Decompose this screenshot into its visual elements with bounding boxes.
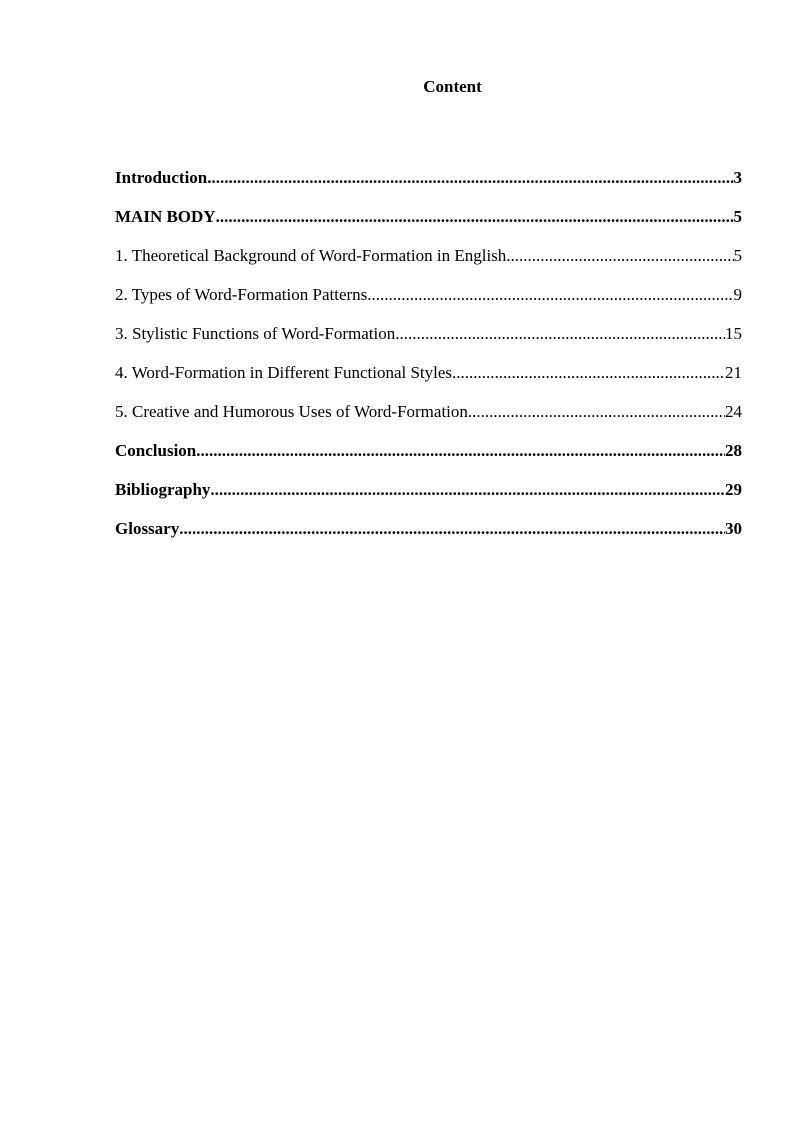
toc-dot-leader [210, 479, 725, 501]
toc-entry-section-2[interactable] [115, 284, 742, 323]
toc-entry-label: Glossary [115, 519, 180, 538]
toc-page-number: 5 [733, 246, 742, 265]
toc-dot-leader [468, 401, 725, 423]
toc-entry-label: Conclusion [115, 441, 197, 460]
toc-entry-label: 3. Stylistic Functions of Word-Formation [115, 324, 396, 343]
toc-dot-leader [506, 245, 733, 267]
toc-page-number: 3 [733, 168, 742, 187]
toc-entry-label: MAIN BODY [115, 207, 216, 226]
toc-entry-bibliography[interactable] [115, 479, 742, 518]
toc-page-number: 15 [725, 324, 742, 343]
toc-dot-leader [207, 167, 733, 189]
toc-page-number: 5 [733, 207, 742, 226]
toc-page-number: 24 [725, 402, 742, 421]
toc-page-number: 21 [725, 363, 742, 382]
toc-dot-leader [367, 284, 733, 306]
toc-entry-label: 5. Creative and Humorous Uses of Word-Formation [115, 402, 468, 421]
toc-entry-label: Introduction [115, 168, 208, 187]
toc-entry-label: Bibliography [115, 480, 211, 499]
toc-entry-label: 1. Theoretical Background of Word-Formation in English [115, 246, 507, 265]
toc-dot-leader [216, 206, 734, 228]
toc-page-number: 28 [725, 441, 742, 460]
toc-page-number: 29 [725, 480, 742, 499]
toc-entry-label: 2. Types of Word-Formation Patterns [115, 285, 368, 304]
toc-entry-glossary[interactable] [115, 518, 742, 557]
toc-entry-main-body[interactable] [115, 206, 742, 245]
toc-entry-section-5[interactable] [115, 401, 742, 440]
toc-entry-conclusion[interactable] [115, 440, 742, 479]
toc-dot-leader [196, 440, 725, 462]
toc-page-number: 9 [733, 285, 742, 304]
toc-entry-introduction[interactable] [115, 167, 742, 206]
toc-dot-leader [452, 362, 725, 384]
toc-entry-section-3[interactable] [115, 323, 742, 362]
toc-entry-section-4[interactable] [115, 362, 742, 401]
table-of-contents [115, 167, 742, 557]
toc-dot-leader [395, 323, 725, 345]
toc-dot-leader [179, 518, 725, 540]
page-title: Content [423, 77, 482, 96]
toc-entry-label: 4. Word-Formation in Different Functional Styles [115, 363, 453, 382]
toc-page-number: 30 [725, 519, 742, 538]
toc-entry-section-1[interactable] [115, 245, 742, 284]
